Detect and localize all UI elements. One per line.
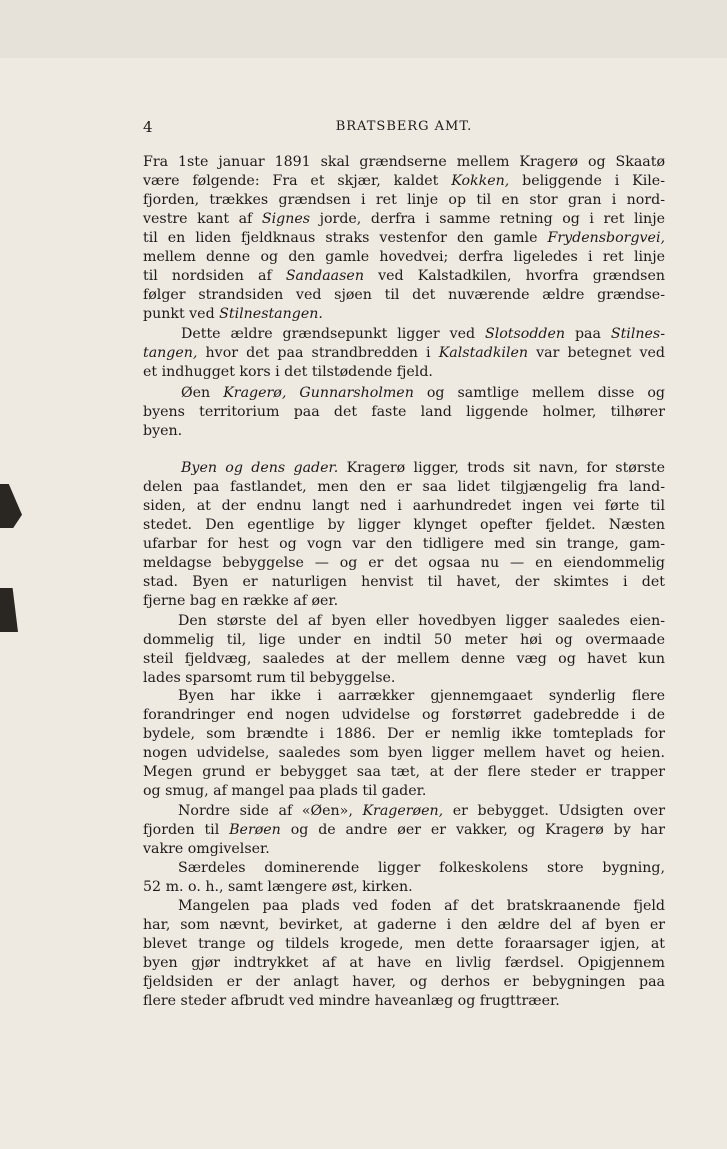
text-span: nogen udvidelse, saaledes som byen ligger mellem havet og heien.	[143, 745, 665, 761]
italic-text: Byen og dens gader.	[181, 460, 339, 476]
text-line	[143, 478, 665, 497]
text-span: Dette ældre grændsepunkt ligger ved	[181, 326, 485, 342]
text-span: steil fjeldvæg, saaledes at der mellem denne væg og havet kun	[143, 651, 665, 667]
italic-text: tangen,	[143, 345, 198, 361]
text-span: et indhugget kors i det tilstødende fjeld.	[143, 364, 433, 380]
text-line	[143, 821, 665, 840]
text-line	[143, 267, 665, 286]
text-span: følger strandsiden ved sjøen til det nuværende ældre grændse-	[143, 287, 665, 303]
text-line	[143, 935, 665, 954]
text-span: være følgende: Fra et skjær, kaldet	[143, 173, 452, 189]
text-span: paa	[565, 326, 611, 342]
text-span: fjorden til	[143, 822, 230, 838]
text-line	[143, 573, 665, 592]
text-line	[143, 916, 665, 935]
text-span: vakre omgivelser.	[143, 841, 270, 857]
italic-text: Slotsodden	[485, 326, 566, 342]
text-line	[143, 535, 665, 554]
text-span: Den største del af byen eller hovedbyen ligger saaledes eien-	[178, 613, 665, 629]
text-line	[143, 248, 665, 267]
text-span: fjorden, trækkes grændsen i ret linje op til en stor gran i nord-	[143, 192, 665, 208]
text-span: ved Kalstadkilen, hvorfra grændsen	[363, 268, 665, 284]
text-span: Særdeles dominerende ligger folkeskolens store bygning,	[178, 860, 665, 876]
italic-text: Kokken,	[451, 173, 510, 189]
text-line	[143, 516, 665, 535]
text-line	[143, 802, 665, 821]
text-line	[143, 305, 323, 324]
text-line	[143, 229, 665, 248]
text-span: byen.	[143, 423, 183, 439]
text-span: siden, at der endnu langt ned i aarhundredet ingen vei førte til	[143, 498, 665, 514]
text-line	[143, 840, 270, 859]
text-line	[143, 153, 665, 172]
text-span: stedet. Den egentlige by ligger klynget opefter fjeldet. Næsten	[143, 517, 665, 533]
text-line	[143, 384, 665, 403]
text-span: forandringer end nogen udvidelse og forstørret gadebredde i de	[143, 707, 665, 723]
text-line	[143, 172, 665, 191]
text-line	[143, 954, 665, 973]
text-span: jorde, derfra i samme retning og i ret linje	[310, 211, 665, 227]
text-span: mellem denne og den gamle hovedvei; derfra ligeledes i ret linje	[143, 249, 665, 265]
text-line	[143, 191, 665, 210]
text-span: 52 m. o. h., samt længere øst, kirken.	[143, 879, 413, 895]
text-line	[143, 422, 182, 441]
text-line	[143, 992, 560, 1011]
text-span: til en liden fjeldknaus straks vestenfor den gamle	[143, 230, 548, 246]
text-line	[143, 859, 665, 878]
text-span: vestre kant af	[143, 211, 262, 227]
text-span: delen paa fastlandet, men den er saa lidet tilgjængelig fra land-	[143, 479, 665, 495]
text-span: flere steder afbrudt ved mindre haveanlæg og frugttræer.	[143, 993, 560, 1009]
text-line	[143, 403, 665, 422]
text-span: har, som nævnt, bevirket, at gaderne i den ældre del af byen er	[143, 917, 665, 933]
text-span	[286, 385, 299, 401]
text-line	[143, 459, 665, 478]
italic-text: Signes	[261, 211, 311, 227]
italic-text: Frydensborgvei,	[547, 230, 665, 246]
text-span: Mangelen paa plads ved foden af det bratskraanende fjeld	[178, 898, 665, 914]
text-span: byens territorium paa det faste land liggende holmer, tilhører	[143, 404, 665, 420]
italic-text: Gunnarsholmen	[299, 385, 414, 401]
text-span: punkt ved	[143, 306, 220, 322]
page-number: 4	[143, 118, 153, 136]
binding-edge-mark	[0, 588, 18, 632]
text-line	[143, 363, 433, 382]
text-span: dommelig til, lige under en indtil 50 meter høi og overmaade	[143, 632, 665, 648]
text-line	[143, 782, 426, 801]
text-line	[143, 744, 665, 763]
italic-text: Kragerøen,	[362, 803, 444, 819]
text-span: lades sparsomt rum til bebyggelse.	[143, 670, 396, 686]
text-span: og samtlige mellem disse og	[413, 385, 665, 401]
text-line	[143, 286, 665, 305]
italic-text: Kragerø,	[223, 385, 287, 401]
text-span: bydele, som brændte i 1886. Der er nemlig ikke tomteplads for	[143, 726, 665, 742]
text-span: og de andre øer er vakker, og Kragerø by har	[280, 822, 665, 838]
binding-edge-mark	[0, 484, 22, 528]
text-line	[143, 631, 665, 650]
scan-page-top-shade	[0, 0, 727, 58]
text-span: hvor det paa strandbredden i	[197, 345, 439, 361]
text-span: og smug, af mangel paa plads til gader.	[143, 783, 427, 799]
text-line	[143, 344, 665, 363]
italic-text: Berøen	[229, 822, 281, 838]
text-span: ufarbar for hest og vogn var den tidligere med sin trange, gam-	[143, 536, 665, 552]
italic-text: Stilnes-	[610, 326, 665, 342]
text-span: blevet trange og tildels krogede, men dette foraarsager igjen, at	[143, 936, 665, 952]
text-line	[143, 687, 665, 706]
italic-text: Kalstadkilen	[438, 345, 529, 361]
text-span: er bebygget. Udsigten over	[443, 803, 665, 819]
text-line	[143, 612, 665, 631]
text-span: fjerne bag en række af øer.	[143, 593, 339, 609]
text-span: Fra 1ste januar 1891 skal grændserne mellem Kragerø og Skaatø	[143, 154, 665, 170]
text-span: beliggende i Kile-	[509, 173, 665, 189]
text-line	[143, 650, 665, 669]
text-span: Byen har ikke i aarrækker gjennemgaaet synderlig flere	[178, 688, 665, 704]
running-head: BRATSBERG AMT.	[335, 119, 473, 134]
text-line	[143, 592, 338, 611]
text-line	[143, 973, 665, 992]
text-line	[143, 706, 665, 725]
text-span: Øen	[181, 385, 224, 401]
page-header	[143, 118, 665, 140]
text-span: Megen grund er bebygget saa tæt, at der flere steder er trapper	[143, 764, 665, 780]
text-span: var betegnet ved	[528, 345, 666, 361]
text-line	[143, 763, 665, 782]
text-span: Kragerø ligger, trods sit navn, for største	[338, 460, 665, 476]
text-line	[143, 554, 665, 573]
text-span: stad. Byen er naturligen henvist til havet, der skimtes i det	[143, 574, 665, 590]
text-line	[143, 897, 665, 916]
text-span: Nordre side af «Øen»,	[178, 803, 363, 819]
italic-text: Stilnestangen.	[219, 306, 323, 322]
italic-text: Sandaasen	[285, 268, 364, 284]
text-line	[143, 497, 665, 516]
text-line	[143, 325, 665, 344]
text-span: byen gjør indtrykket af at have en livlig færdsel. Opigjennem	[143, 955, 665, 971]
text-span: til nordsiden af	[143, 268, 286, 284]
text-line	[143, 878, 413, 897]
text-span: fjeldsiden er der anlagt haver, og derhos er bebygningen paa	[143, 974, 665, 990]
text-line	[143, 210, 665, 229]
text-line	[143, 725, 665, 744]
text-span: meldagse bebyggelse — og er det ogsaa nu — en eiendommelig	[143, 555, 665, 571]
text-line	[143, 669, 395, 688]
